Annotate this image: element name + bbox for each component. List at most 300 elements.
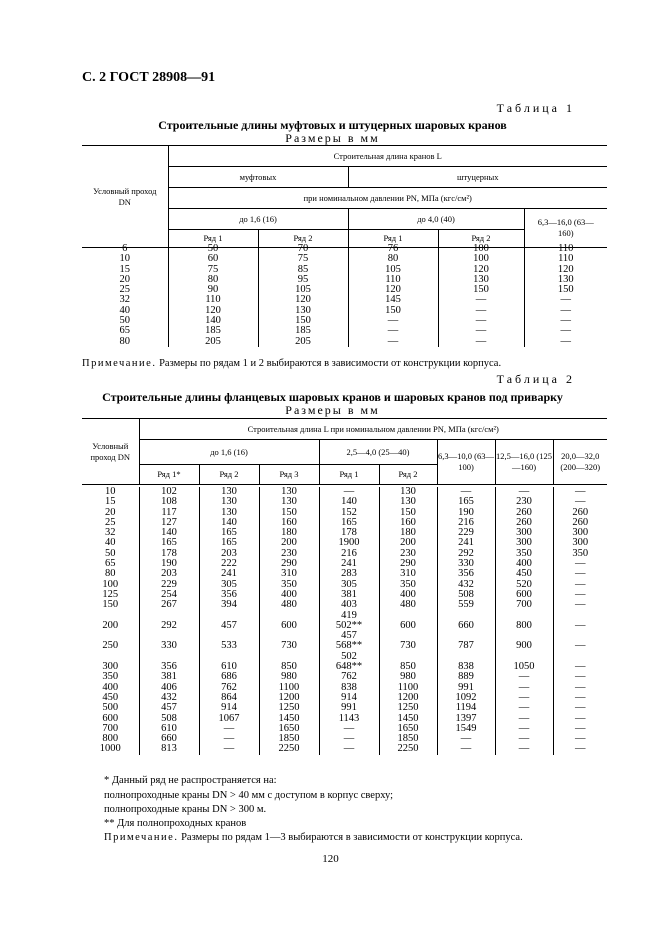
page-header: С. 2 ГОСТ 28908—91 <box>82 70 216 85</box>
table-cell: 864 <box>199 693 259 703</box>
table-row <box>82 244 607 254</box>
table-cell: 125 <box>102 588 119 600</box>
table-cell: 130 <box>258 306 348 316</box>
table-cell: 350 <box>259 580 319 590</box>
table-cell: 762 <box>319 672 379 682</box>
table-cell: — <box>553 559 607 569</box>
page-number: 120 <box>322 853 339 865</box>
table-cell: 260 <box>495 518 553 528</box>
table-cell: 762 <box>199 683 259 693</box>
table-cell: — <box>495 714 553 724</box>
table-cell: — <box>495 487 553 497</box>
table-cell: 283 <box>319 569 379 579</box>
table-cell: — <box>524 337 607 347</box>
table-cell: 292 <box>437 549 495 559</box>
table-cell: 1067 <box>199 714 259 724</box>
table-cell: 178 <box>139 549 199 559</box>
table-cell: 216 <box>437 518 495 528</box>
table-cell: 400 <box>259 590 319 600</box>
table1-note: Примечание. Размеры по рядам 1 и 2 выбираются в зависимости от конструкции корпуса. <box>82 358 502 369</box>
table-cell: — <box>553 734 607 744</box>
table-cell: 1143 <box>319 714 379 724</box>
table-cell: 1200 <box>379 693 437 703</box>
table-cell: 400 <box>102 681 119 693</box>
table-cell: — <box>495 693 553 703</box>
table-cell: 140 <box>168 316 258 326</box>
table-cell: 914 <box>319 693 379 703</box>
table1-dims: Размеры в мм <box>285 131 380 145</box>
table-cell: 203 <box>199 549 259 559</box>
table-cell: 200 <box>379 538 437 548</box>
table-cell: 1397 <box>437 714 495 724</box>
table2-dims: Размеры в мм <box>285 403 380 417</box>
table-cell: 600 <box>495 590 553 600</box>
table-cell: 165 <box>199 538 259 548</box>
table2-title: Строительные длины фланцевых шаровых кранов и шаровых кранов под приварку <box>102 390 563 404</box>
table-row <box>82 703 607 713</box>
table-cell: 150 <box>524 285 607 295</box>
table-cell: 32 <box>105 527 116 539</box>
table-cell: 1100 <box>379 683 437 693</box>
table-cell: 310 <box>379 569 437 579</box>
table-cell: 203 <box>139 569 199 579</box>
table-cell: 165 <box>139 538 199 548</box>
table-row <box>82 326 607 336</box>
table-cell: — <box>438 316 524 326</box>
table-cell: 110 <box>348 275 438 285</box>
t1-h-shtuc: штуцерных <box>348 167 607 188</box>
table-cell: 2250 <box>379 744 437 754</box>
table-cell: 500 <box>102 702 119 714</box>
table-cell: 1650 <box>259 724 319 734</box>
table-cell: 222 <box>199 559 259 569</box>
table-cell: — <box>553 621 607 631</box>
table-cell: — <box>438 295 524 305</box>
table-cell: 100 <box>438 244 524 254</box>
table-cell: 520 <box>495 580 553 590</box>
table-cell: 300 <box>102 661 119 673</box>
table-cell: 1194 <box>437 703 495 713</box>
table-row <box>82 337 607 347</box>
table-cell: — <box>553 497 607 507</box>
table-cell: 108 <box>139 497 199 507</box>
table-cell: 150 <box>348 306 438 316</box>
table-cell: 502** <box>319 621 379 631</box>
table-cell: — <box>495 744 553 754</box>
table-cell: 105 <box>258 285 348 295</box>
table-cell: — <box>553 744 607 754</box>
table-cell: 6 <box>122 243 128 254</box>
table-cell: 1092 <box>437 693 495 703</box>
table-cell: 100 <box>438 254 524 264</box>
t1-h-r1: Ряд 1 <box>168 230 258 248</box>
t1-h-len: Строительная длина кранов L <box>168 146 607 167</box>
table-cell: — <box>553 580 607 590</box>
t2-h-p5: 20,0—32,0 (200—320) <box>553 440 607 485</box>
table-cell: 40 <box>105 537 116 549</box>
table-cell: 254 <box>139 590 199 600</box>
table-cell: 730 <box>259 641 319 651</box>
table-cell: 305 <box>319 580 379 590</box>
table-cell: 150 <box>379 508 437 518</box>
t1-h-r2: Ряд 2 <box>258 230 348 248</box>
table-cell: 229 <box>437 528 495 538</box>
table-cell: 450 <box>495 569 553 579</box>
table-cell: 1000 <box>99 743 121 755</box>
table-cell: 568** <box>319 641 379 651</box>
table-cell: 200 <box>259 538 319 548</box>
table-cell: 267 <box>139 600 199 610</box>
table-cell: 330 <box>437 559 495 569</box>
table-cell: 457 <box>199 621 259 631</box>
table-cell: 180 <box>259 528 319 538</box>
footnote-3: полнопроходные краны DN > 300 м. <box>104 804 267 815</box>
table-cell: 980 <box>379 672 437 682</box>
table-row <box>82 744 607 754</box>
table-cell: 25 <box>119 284 130 296</box>
table-cell: — <box>553 590 607 600</box>
table-cell: 120 <box>168 306 258 316</box>
table-cell: 1650 <box>379 724 437 734</box>
table-cell: 432 <box>139 693 199 703</box>
table-cell: 1850 <box>259 734 319 744</box>
t2-h-len: Строительная длина L при номинальном давлении PN, МПа (кгс/см²) <box>139 419 607 440</box>
table-cell: 105 <box>348 265 438 275</box>
table-cell: — <box>438 337 524 347</box>
table-cell: 310 <box>259 569 319 579</box>
table-cell: 241 <box>199 569 259 579</box>
table-cell: 400 <box>495 559 553 569</box>
table-cell: — <box>495 734 553 744</box>
table-cell: 130 <box>524 275 607 285</box>
table-cell: 130 <box>438 275 524 285</box>
table2-note: Примечание. Размеры по рядам 1—3 выбираются в зависимости от конструкции корпуса. <box>104 832 523 843</box>
table-cell: 190 <box>139 559 199 569</box>
table-cell: 600 <box>379 621 437 631</box>
table-cell: 200 <box>102 619 119 631</box>
table-cell: 1100 <box>259 683 319 693</box>
table-cell: 406 <box>139 683 199 693</box>
table-cell: 260 <box>495 508 553 518</box>
table-cell: — <box>495 724 553 734</box>
table-cell: — <box>553 487 607 497</box>
table-cell: 120 <box>348 285 438 295</box>
table-row <box>82 306 607 316</box>
table-cell: 660 <box>437 621 495 631</box>
table-cell: 165 <box>319 518 379 528</box>
table-cell: 290 <box>259 559 319 569</box>
table-cell: 300 <box>553 538 607 548</box>
table-cell: 889 <box>437 672 495 682</box>
table-row <box>82 295 607 305</box>
table-cell: 610 <box>199 662 259 672</box>
table-cell: — <box>319 744 379 754</box>
t2-h-dn: Условный проход DN <box>82 419 139 485</box>
table-cell: — <box>553 693 607 703</box>
t2-h-r2b: Ряд 2 <box>379 465 437 485</box>
table-cell: 85 <box>258 265 348 275</box>
table-cell: 32 <box>119 294 130 306</box>
table-cell: 95 <box>258 275 348 285</box>
table-cell: 130 <box>199 497 259 507</box>
table-cell: 241 <box>319 559 379 569</box>
table-row <box>82 316 607 326</box>
table-cell: 185 <box>258 326 348 336</box>
footnote-2: полнопроходные краны DN > 40 мм с доступом в корпус сверху; <box>104 790 394 801</box>
t1-h-muft: муфтовых <box>168 167 348 188</box>
table-cell: 800 <box>495 621 553 631</box>
table-cell: 305 <box>199 580 259 590</box>
table-cell: 350 <box>102 671 119 683</box>
table-cell: 991 <box>319 703 379 713</box>
table-cell: 130 <box>199 487 259 497</box>
table1-label: Таблица 1 <box>496 101 575 115</box>
table-cell: 230 <box>379 549 437 559</box>
table-cell: 1549 <box>437 724 495 734</box>
table-cell: 150 <box>259 508 319 518</box>
table-cell: 400 <box>379 590 437 600</box>
table-cell: — <box>319 487 379 497</box>
table1-title: Строительные длины муфтовых и штуцерных шаровых кранов <box>158 118 507 132</box>
table-cell: 80 <box>168 275 258 285</box>
table-cell: 508 <box>437 590 495 600</box>
table-cell: — <box>495 683 553 693</box>
table-cell: 660 <box>139 734 199 744</box>
t1-h-p1: до 1,6 (16) <box>168 209 348 230</box>
table-cell: 50 <box>168 244 258 254</box>
table-cell: 110 <box>168 295 258 305</box>
table-cell: — <box>438 306 524 316</box>
table-cell: 838 <box>319 683 379 693</box>
table-cell: 130 <box>259 497 319 507</box>
table-cell: 120 <box>438 265 524 275</box>
t1-h-p3: 6,3—16,0 (63—160) <box>524 209 607 248</box>
table-cell: 205 <box>258 337 348 347</box>
table-cell: 150 <box>102 599 119 611</box>
t1-h-p2: до 4,0 (40) <box>348 209 524 230</box>
table-cell: 80 <box>119 335 130 347</box>
table-cell: 216 <box>319 549 379 559</box>
table-cell: 130 <box>379 487 437 497</box>
table-cell: 2250 <box>259 744 319 754</box>
table-cell: — <box>524 295 607 305</box>
table-cell: — <box>348 326 438 336</box>
table-cell: 120 <box>258 295 348 305</box>
table-cell: 117 <box>139 508 199 518</box>
table-cell: 533 <box>199 641 259 651</box>
table-row <box>82 285 607 295</box>
table-cell: 50 <box>105 547 116 559</box>
table-cell: — <box>348 316 438 326</box>
table-cell: 1200 <box>259 693 319 703</box>
table-cell: 50 <box>119 315 130 327</box>
table-cell: 559 <box>437 600 495 610</box>
t1-h-pn: при номинальном давлении PN, МПа (кгс/см²) <box>168 188 607 209</box>
table-cell: 76 <box>348 244 438 254</box>
table-row <box>82 265 607 275</box>
table-cell: — <box>553 724 607 734</box>
table-cell: 1900 <box>319 538 379 548</box>
table-cell: 1850 <box>379 734 437 744</box>
t2-h-r2: Ряд 2 <box>199 465 259 485</box>
table-cell: 850 <box>379 662 437 672</box>
table-cell: 130 <box>259 487 319 497</box>
table-cell: 75 <box>258 254 348 264</box>
table-cell: 730 <box>379 641 437 651</box>
t1-h-r2b: Ряд 2 <box>438 230 524 248</box>
table-cell: — <box>495 672 553 682</box>
table-cell: — <box>553 703 607 713</box>
table-cell: — <box>437 734 495 744</box>
footnote-4: ** Для полнопроходных кранов <box>104 818 247 829</box>
table-cell: 60 <box>168 254 258 264</box>
table-cell: 648** <box>319 662 379 672</box>
table2-header <box>82 418 607 485</box>
table-cell: 127 <box>139 518 199 528</box>
table-cell: 356 <box>437 569 495 579</box>
table-cell: 394 <box>199 600 259 610</box>
table-cell: 140 <box>199 518 259 528</box>
table-cell: 419 <box>319 611 379 621</box>
table-cell: 350 <box>379 580 437 590</box>
table-cell: 300 <box>495 528 553 538</box>
table-cell: 130 <box>199 508 259 518</box>
table-cell: 140 <box>139 528 199 538</box>
table-cell: 1050 <box>495 662 553 672</box>
table-cell: — <box>319 724 379 734</box>
table-cell: 65 <box>105 558 116 570</box>
table-cell: 150 <box>438 285 524 295</box>
table-cell: 260 <box>553 518 607 528</box>
table-cell: — <box>553 714 607 724</box>
table-cell: — <box>199 734 259 744</box>
table-cell: 610 <box>139 724 199 734</box>
table-cell: 230 <box>259 549 319 559</box>
table-cell: 205 <box>168 337 258 347</box>
table-cell: — <box>495 703 553 713</box>
table-cell: — <box>199 724 259 734</box>
table-cell: 600 <box>102 712 119 724</box>
table-cell: 502 <box>319 652 379 662</box>
table-cell: — <box>348 337 438 347</box>
table-cell: — <box>437 744 495 754</box>
table-cell: 80 <box>105 568 116 580</box>
table-cell: 20 <box>119 273 130 285</box>
table-cell: 180 <box>379 528 437 538</box>
table-cell: 110 <box>524 244 607 254</box>
table-cell: 120 <box>524 265 607 275</box>
table-cell: — <box>438 326 524 336</box>
table-cell: 230 <box>495 497 553 507</box>
table-cell: 178 <box>319 528 379 538</box>
table-cell: 914 <box>199 703 259 713</box>
table-cell: — <box>437 487 495 497</box>
table-cell: 160 <box>259 518 319 528</box>
table-cell: — <box>553 600 607 610</box>
table-cell: 787 <box>437 641 495 651</box>
table2-label: Таблица 2 <box>496 372 575 386</box>
table-cell: 130 <box>379 497 437 507</box>
table-cell: 980 <box>259 672 319 682</box>
t2-h-r1s: Ряд 1* <box>139 465 199 485</box>
table-cell: 102 <box>139 487 199 497</box>
table-cell: 450 <box>102 691 119 703</box>
table-cell: 165 <box>199 528 259 538</box>
table-cell: 260 <box>553 508 607 518</box>
table-row <box>82 254 607 264</box>
table-cell: 700 <box>102 722 119 734</box>
table-cell: 300 <box>553 528 607 538</box>
table-cell: 25 <box>105 516 116 528</box>
table-cell: 838 <box>437 662 495 672</box>
table-cell: 356 <box>199 590 259 600</box>
table-cell: 356 <box>139 662 199 672</box>
table-cell: — <box>524 326 607 336</box>
table-cell: 850 <box>259 662 319 672</box>
table-cell: 185 <box>168 326 258 336</box>
table-cell: 686 <box>199 672 259 682</box>
table-cell: — <box>524 316 607 326</box>
table-cell: 330 <box>139 641 199 651</box>
table-cell: 20 <box>105 506 116 518</box>
table-cell: 900 <box>495 641 553 651</box>
table-cell: 1250 <box>379 703 437 713</box>
table-cell: 292 <box>139 621 199 631</box>
table-cell: — <box>553 641 607 651</box>
table-cell: — <box>553 672 607 682</box>
table-cell: 1450 <box>259 714 319 724</box>
table-cell: 140 <box>319 497 379 507</box>
table-cell: 145 <box>348 295 438 305</box>
table-cell: 800 <box>102 733 119 745</box>
footnote-1: * Данный ряд не распространяется на: <box>104 775 277 786</box>
table-cell: — <box>553 662 607 672</box>
table-cell: — <box>199 744 259 754</box>
table-cell: 480 <box>379 600 437 610</box>
table-cell: 65 <box>119 325 130 337</box>
table-cell: 70 <box>258 244 348 254</box>
table-cell: 110 <box>524 254 607 264</box>
table-cell: 457 <box>319 631 379 641</box>
table-cell: 1250 <box>259 703 319 713</box>
table-cell: 40 <box>119 304 130 316</box>
t1-h-r1b: Ряд 1 <box>348 230 438 248</box>
table-cell: 381 <box>139 672 199 682</box>
table-cell: — <box>553 569 607 579</box>
table-cell: 10 <box>105 486 116 497</box>
table-cell: 150 <box>258 316 348 326</box>
table-cell: 190 <box>437 508 495 518</box>
table-cell: — <box>553 683 607 693</box>
table-cell: 813 <box>139 744 199 754</box>
table-cell: — <box>319 734 379 744</box>
t2-h-r3: Ряд 3 <box>259 465 319 485</box>
table1-header <box>82 145 607 248</box>
t2-h-p1: до 1,6 (16) <box>139 440 319 465</box>
table-cell: 80 <box>348 254 438 264</box>
table-row <box>82 275 607 285</box>
table-cell: 229 <box>139 580 199 590</box>
table-cell: 90 <box>168 285 258 295</box>
table2-body <box>82 487 607 755</box>
t2-h-r1: Ряд 1 <box>319 465 379 485</box>
table-cell: 1450 <box>379 714 437 724</box>
table-cell: 241 <box>437 538 495 548</box>
table-cell: 250 <box>102 640 119 652</box>
table-cell: 403 <box>319 600 379 610</box>
table-cell: 10 <box>119 253 130 265</box>
table-cell: 700 <box>495 600 553 610</box>
